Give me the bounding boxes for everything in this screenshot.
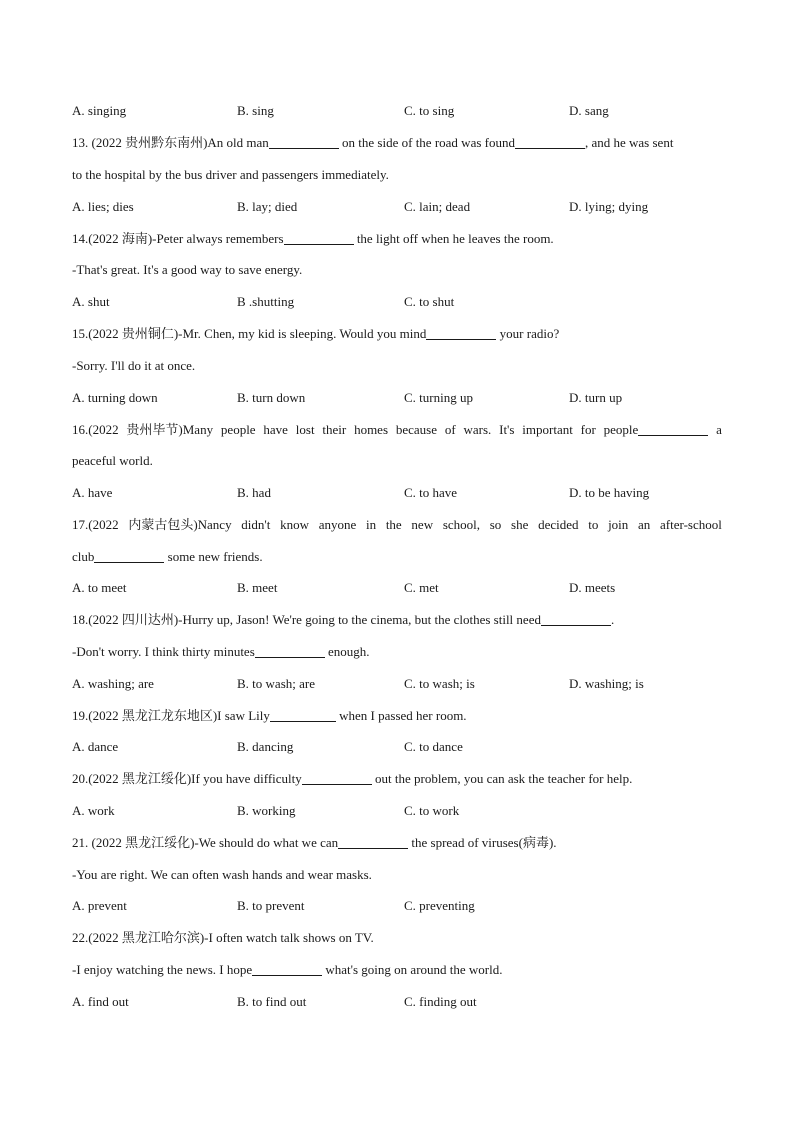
q18-option-d: D. washing; is	[569, 676, 644, 691]
q22-blank	[252, 962, 322, 976]
q13-text-c: , and he was sent	[584, 135, 674, 150]
q12-option-b: B. sing	[237, 103, 274, 118]
q16-word: lost	[295, 422, 315, 437]
q17-word: school,	[442, 517, 481, 532]
q15-option-a: A. turning down	[72, 390, 158, 405]
q21-blank	[338, 835, 408, 849]
q17-word: the	[385, 517, 402, 532]
q20-option-c: C. to work	[404, 803, 460, 818]
q19-stem-line1	[72, 708, 722, 724]
q22-text-b: what's going on around the world.	[322, 962, 503, 977]
q17-word: know	[280, 517, 309, 532]
q16-word: because	[395, 422, 437, 437]
q12-option-a: A. singing	[72, 103, 127, 118]
q13-text-b: on the side of the road was found	[338, 135, 515, 150]
q14-option-a: A. shut	[72, 294, 110, 309]
q17-option-c: C. met	[404, 580, 439, 595]
q13-option-d: D. lying; dying	[569, 199, 649, 214]
q16-option-b: B. had	[237, 485, 271, 500]
q16-word-end: a	[716, 422, 722, 437]
q15-stem-line2: -Sorry. I'll do it at once.	[72, 358, 196, 373]
q15-text-a: 15.(2022 贵州铜仁)-Mr. Chen, my kid is sleeping. Would you mind	[72, 326, 427, 341]
q21-stem-line2: -You are right. We can often wash hands and wear masks.	[72, 867, 372, 882]
q18-stem-line2	[72, 644, 722, 660]
q17-stem-line2	[72, 549, 722, 565]
q19-option-b: B. dancing	[237, 739, 294, 754]
q19-option-c: C. to dance	[404, 739, 463, 754]
q16-word: have	[263, 422, 288, 437]
q18-option-c: C. to wash; is	[404, 676, 475, 691]
q16-word: 16.(2022	[72, 422, 119, 437]
q17-word: didn't	[241, 517, 271, 532]
q20-option-a: A. work	[72, 803, 115, 818]
q16-word: people	[603, 422, 639, 437]
q16-word: people	[220, 422, 256, 437]
q17-option-d: D. meets	[569, 580, 616, 595]
q16-blank	[638, 422, 708, 436]
q17-word: anyone	[318, 517, 357, 532]
q22-option-c: C. finding out	[404, 994, 477, 1009]
q17-text-b: some new friends.	[164, 549, 263, 564]
q17-blank	[94, 549, 164, 563]
q18-text-b: .	[610, 612, 615, 627]
q21-text-a: 21. (2022 黑龙江绥化)-We should do what we can	[72, 835, 339, 850]
q13-blank-1	[269, 135, 339, 149]
q19-option-a: A. dance	[72, 739, 119, 754]
q17-option-a: A. to meet	[72, 580, 127, 595]
q17-word: an	[638, 517, 651, 532]
q13-stem-line2: to the hospital by the bus driver and passengers immediately.	[72, 167, 389, 182]
q19-text-a: 19.(2022 黑龙江龙东地区)I saw Lily	[72, 708, 270, 723]
q13-option-b: B. lay; died	[237, 199, 298, 214]
q17-word: in	[365, 517, 377, 532]
q15-option-c: C. turning up	[404, 390, 473, 405]
q13-option-a: A. lies; dies	[72, 199, 134, 214]
q18-blank-1	[541, 612, 611, 626]
q22-option-b: B. to find out	[237, 994, 307, 1009]
q13-option-c: C. lain; dead	[404, 199, 471, 214]
q16-option-a: A. have	[72, 485, 113, 500]
q22-option-a: A. find out	[72, 994, 129, 1009]
q22-stem-line1: 22.(2022 黑龙江哈尔滨)-I often watch talk shows on TV.	[72, 930, 374, 945]
q21-option-a: A. prevent	[72, 898, 127, 913]
q16-word: It's	[499, 422, 515, 437]
q19-blank	[270, 708, 336, 722]
q16-option-d: D. to be having	[569, 485, 650, 500]
q15-stem-line1	[72, 326, 722, 342]
q17-word: she	[511, 517, 529, 532]
q18-option-a: A. washing; are	[72, 676, 154, 691]
q22-text-a: -I enjoy watching the news. I hope	[72, 962, 253, 977]
q14-text-b: the light off when he leaves the room.	[353, 231, 554, 246]
q22-stem-line2	[72, 962, 722, 978]
q16-stem-line1	[72, 422, 722, 438]
q21-text-b: the spread of viruses(病毒).	[408, 835, 557, 850]
q19-text-b: when I passed her room.	[335, 708, 467, 723]
q17-option-b: B. meet	[237, 580, 278, 595]
q18-option-b: B. to wash; are	[237, 676, 315, 691]
q20-text-b: out the problem, you can ask the teacher for help.	[371, 771, 633, 786]
q15-option-b: B. turn down	[237, 390, 306, 405]
q16-word: 贵州毕节)Many	[126, 422, 214, 437]
q17-word: join	[608, 517, 629, 532]
q21-option-b: B. to prevent	[237, 898, 305, 913]
q14-text-a: 14.(2022 海南)-Peter always remembers	[72, 231, 284, 246]
q21-stem-line1	[72, 835, 722, 851]
q15-option-d: D. turn up	[569, 390, 623, 405]
q17-text-a: club	[72, 549, 95, 564]
q18-text-d: enough.	[324, 644, 370, 659]
q16-word: of	[444, 422, 456, 437]
q20-blank	[302, 771, 372, 785]
q17-word: so	[489, 517, 502, 532]
q17-stem-line1	[72, 517, 722, 533]
q13-blank-2	[515, 135, 585, 149]
q15-blank	[426, 326, 496, 340]
q15-text-b: your radio?	[496, 326, 560, 341]
q21-option-c: C. preventing	[404, 898, 475, 913]
q16-word: important	[522, 422, 573, 437]
q12-option-d: D. sang	[569, 103, 609, 118]
q16-option-c: C. to have	[404, 485, 458, 500]
q12-option-c: C. to sing	[404, 103, 455, 118]
q16-word: for	[580, 422, 596, 437]
q17-word: after-school	[660, 517, 722, 532]
q18-blank-2	[255, 644, 325, 658]
q17-word: decided	[538, 517, 579, 532]
q20-option-b: B. working	[237, 803, 296, 818]
q17-word: 17.(2022	[72, 517, 119, 532]
q16-word: wars.	[463, 422, 492, 437]
q14-option-b: B .shutting	[237, 294, 295, 309]
q16-word: their	[322, 422, 347, 437]
q20-text-a: 20.(2022 黑龙江绥化)If you have difficulty	[72, 771, 302, 786]
q17-word: to	[588, 517, 599, 532]
q18-stem-line1	[72, 612, 722, 628]
q13-text-a: 13. (2022 贵州黔东南州)An old man	[72, 135, 269, 150]
q14-stem-line1	[72, 231, 722, 247]
q13-stem-line1	[72, 135, 722, 151]
q16-word: homes	[354, 422, 389, 437]
q17-word: new	[411, 517, 434, 532]
q20-stem-line1	[72, 771, 722, 787]
q16-stem-line2: peaceful world.	[72, 453, 153, 468]
q17-word: 内蒙古包头)Nancy	[128, 517, 232, 532]
q14-stem-line2: -That's great. It's a good way to save energy.	[72, 262, 303, 277]
q14-blank	[284, 231, 354, 245]
q18-text-c: -Don't worry. I think thirty minutes	[72, 644, 255, 659]
q14-option-c: C. to shut	[404, 294, 455, 309]
q18-text-a: 18.(2022 四川达州)-Hurry up, Jason! We're going to the cinema, but the clothes still need	[72, 612, 541, 627]
